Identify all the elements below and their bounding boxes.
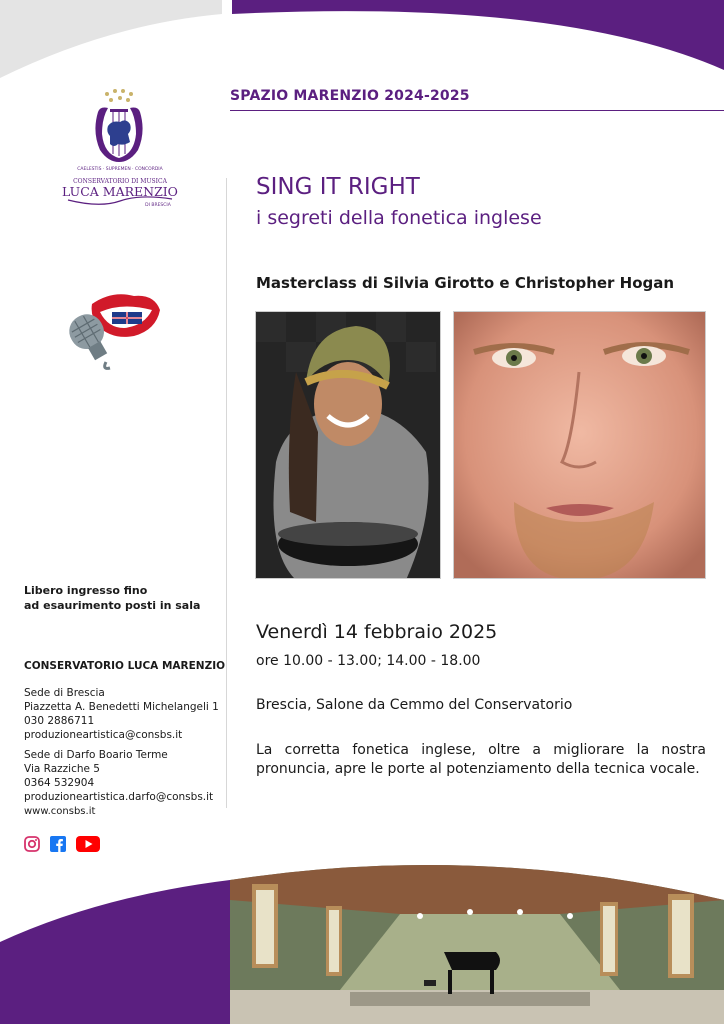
address-label: Sede di Darfo Boario Terme	[24, 749, 168, 761]
column-divider	[226, 178, 227, 808]
address-phone: 030 2886711	[24, 715, 95, 727]
address-street: Via Razziche 5	[24, 763, 100, 775]
address-email-link[interactable]: produzioneartistica@consbs.it	[24, 729, 183, 741]
logo-name: LUCA MARENZIO	[62, 184, 178, 199]
youtube-icon[interactable]	[76, 836, 100, 856]
microphone-lips-icon	[62, 290, 162, 370]
lion-icon	[107, 120, 130, 146]
instagram-icon[interactable]	[24, 836, 40, 856]
event-title: SING IT RIGHT	[256, 174, 420, 200]
photo-christopher-hogan	[453, 311, 706, 579]
masterclass-line: Masterclass di Silvia Girotto e Christopher Hogan	[256, 274, 675, 292]
event-place: Brescia, Salone da Cemmo del Conservatorio	[256, 697, 573, 713]
conservatory-logo	[60, 88, 180, 212]
series-title: SPAZIO MARENZIO 2024-2025	[230, 88, 470, 104]
footer-decoration	[0, 860, 724, 1024]
social-links	[24, 835, 105, 853]
event-description: La corretta fonetica inglese, oltre a migliorare la nostra pronuncia, apre le porte al potenziamento della tecnica vocale.	[256, 742, 706, 777]
address-darfo	[24, 748, 213, 804]
photo-silvia-girotto	[255, 311, 441, 579]
free-entry-line-1: Libero ingresso fino	[24, 584, 148, 597]
event-subtitle: i segreti della fonetica inglese	[256, 207, 542, 229]
org-name: CONSERVATORIO LUCA MARENZIO	[24, 660, 226, 672]
series-divider	[230, 110, 724, 111]
event-date: Venerdì 14 febbraio 2025	[256, 621, 498, 643]
address-brescia	[24, 686, 219, 742]
logo-institution: CONSERVATORIO DI MUSICA	[73, 178, 167, 185]
address-label: Sede di Brescia	[24, 687, 105, 699]
star-icon	[105, 89, 133, 102]
address-email-link[interactable]: produzioneartistica.darfo@consbs.it	[24, 791, 214, 803]
free-entry-line-2: ad esaurimento posti in sala	[24, 599, 201, 612]
website-link[interactable]: www.consbs.it	[24, 806, 96, 817]
address-phone: 0364 532904	[24, 777, 95, 789]
salone-da-cemmo-photo	[230, 860, 724, 1024]
logo-city: DI BRESCIA	[145, 203, 171, 208]
event-hours: ore 10.00 - 13.00; 14.00 - 18.00	[256, 653, 481, 669]
logo-arc-text: CAELESTIS · SUPREMEN · CONCORDIA	[77, 167, 163, 172]
address-street: Piazzetta A. Benedetti Michelangeli 1	[24, 701, 219, 713]
free-entry-note	[24, 583, 200, 613]
facebook-icon[interactable]	[50, 836, 66, 856]
